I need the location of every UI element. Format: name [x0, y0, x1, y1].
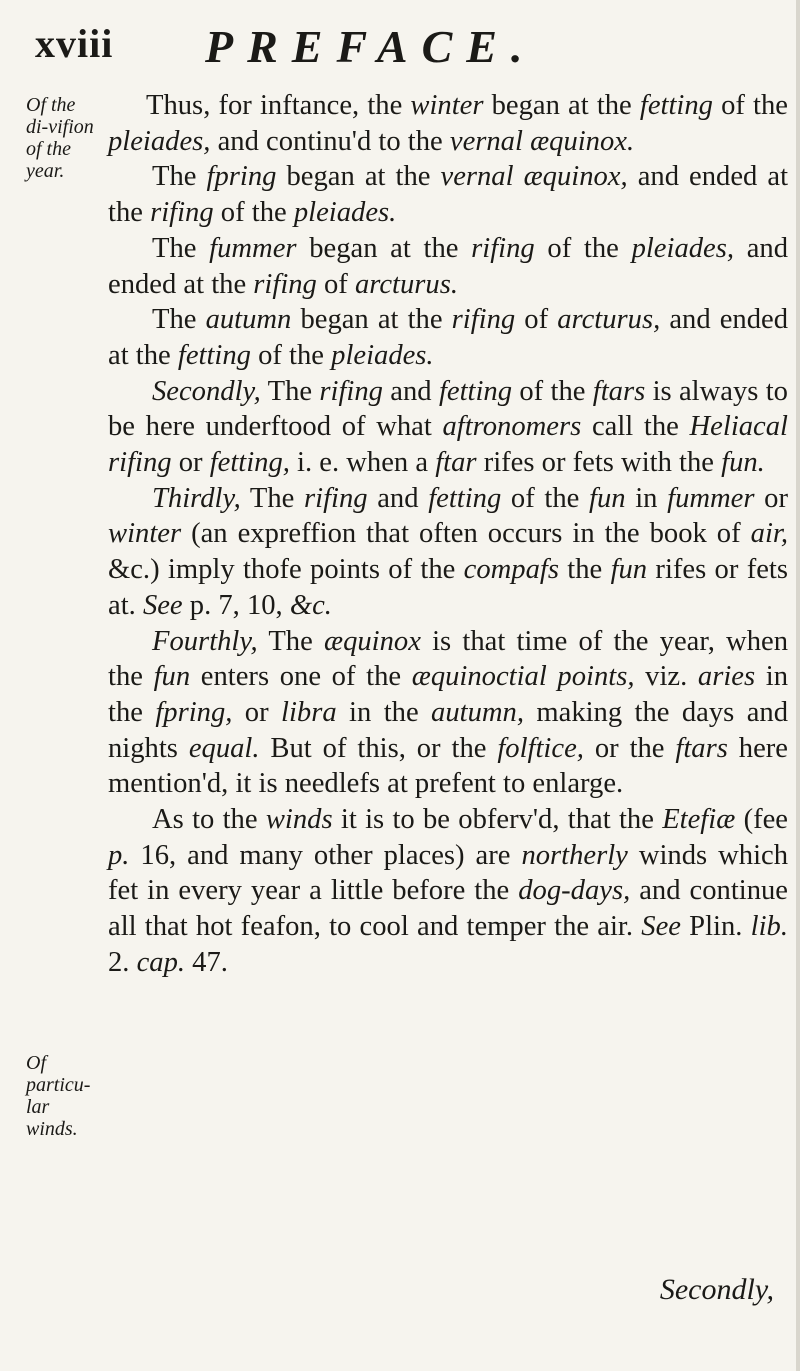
- italic-run: arcturus,: [557, 304, 661, 336]
- italic-run: rifing: [319, 375, 383, 407]
- italic-run: rifing: [253, 268, 317, 300]
- paragraph: [108, 374, 788, 481]
- italic-run: fetting: [639, 90, 713, 121]
- italic-run: See: [641, 911, 681, 943]
- text-run: (fee: [735, 804, 788, 836]
- paragraph: [108, 231, 788, 302]
- italic-run: rifing: [471, 232, 535, 264]
- text-run: and ended at the: [108, 304, 789, 371]
- text-run: of the: [512, 375, 593, 407]
- italic-run: equal.: [188, 732, 260, 764]
- text-run: viz.: [634, 661, 698, 693]
- text-run: call the: [581, 411, 690, 443]
- italic-run: pleiades.: [293, 197, 397, 229]
- text-run: here mention'd, it is needlefs at prefent to enlarge.: [108, 732, 788, 800]
- paragraph: [108, 302, 788, 373]
- text-run: (an expreffion that often occurs in the book of: [181, 518, 751, 550]
- page-header: [0, 14, 800, 84]
- text-run: in the: [336, 696, 432, 728]
- italic-run: Etefiæ: [662, 804, 736, 836]
- text-run: began at the: [296, 232, 472, 264]
- italic-run: fun: [610, 554, 648, 586]
- text-run: The: [257, 625, 324, 657]
- text-run: 2.: [108, 946, 137, 978]
- text-run: The: [260, 375, 320, 407]
- italic-run: &c.: [289, 589, 332, 621]
- italic-run: fpring: [206, 161, 277, 193]
- text-run: or: [754, 482, 788, 514]
- body-text: [108, 88, 788, 981]
- italic-run: fetting,: [209, 447, 290, 479]
- text-run: of: [316, 268, 355, 300]
- italic-run: fummer: [209, 232, 297, 264]
- text-run: is always to be here underftood of what: [108, 375, 788, 443]
- italic-run: aftronomers: [442, 411, 582, 443]
- text-run: The: [152, 304, 206, 336]
- text-run: As to the: [152, 804, 266, 836]
- text-run: rifes or fets with the: [476, 447, 722, 479]
- italic-run: arcturus.: [354, 268, 458, 300]
- italic-run: libra: [281, 696, 337, 728]
- text-run: in the: [108, 661, 788, 728]
- italic-run: fun.: [721, 447, 765, 479]
- text-run: Plin.: [680, 911, 751, 943]
- italic-run: lib.: [750, 911, 788, 943]
- text-run: of the: [213, 197, 294, 229]
- text-run: or the: [583, 732, 676, 764]
- text-run: and ended at the: [108, 161, 789, 229]
- text-run: of the: [250, 339, 332, 371]
- italic-run: fetting: [177, 339, 251, 371]
- italic-run: pleiades.: [331, 339, 434, 371]
- italic-run: fummer: [667, 482, 755, 514]
- italic-run: See: [142, 589, 183, 621]
- text-run: and ended at the: [108, 232, 788, 300]
- text-run: the: [558, 554, 611, 586]
- text-run: and: [367, 482, 429, 514]
- italic-run: æquinoctial points,: [411, 661, 635, 693]
- text-run: or: [232, 696, 282, 728]
- text-run: began at the: [276, 161, 441, 193]
- text-run: rifes or fets at.: [108, 554, 788, 621]
- italic-run: vernal æquinox,: [440, 161, 628, 193]
- text-run: or: [171, 447, 210, 479]
- text-run: in: [625, 482, 668, 514]
- italic-run: dog-days,: [518, 875, 631, 907]
- text-run: The: [152, 232, 210, 264]
- italic-run: winter: [108, 518, 182, 550]
- italic-run: aries: [697, 661, 756, 693]
- italic-run: æquinox: [324, 625, 421, 657]
- text-run: But of this, or the: [259, 732, 498, 764]
- italic-run: pleiades,: [108, 125, 211, 157]
- text-run: began at the: [483, 90, 640, 121]
- margin-note-particular-winds: Of particu-lar winds.: [26, 1052, 91, 1140]
- italic-run: autumn: [205, 304, 292, 336]
- text-run: it is to be obferv'd, that the: [332, 804, 663, 836]
- italic-run: fpring,: [155, 696, 233, 728]
- text-run: winds which fet in every year a little before the: [108, 839, 788, 907]
- italic-run: fun: [589, 482, 626, 514]
- text-run: of the: [501, 482, 590, 514]
- italic-run: Thirdly,: [152, 482, 241, 514]
- paragraph: [108, 481, 788, 624]
- italic-run: p.: [108, 839, 130, 871]
- italic-run: winter: [410, 90, 484, 121]
- text-run: of: [515, 304, 558, 336]
- text-run: The: [240, 482, 304, 514]
- italic-run: pleiades,: [631, 232, 735, 264]
- italic-run: northerly: [521, 839, 628, 871]
- italic-run: compafs: [463, 554, 559, 586]
- text-run: began at the: [291, 304, 452, 336]
- text-run: and continue all that hot feafon, to cool and temper the air.: [108, 875, 788, 943]
- running-title: PREFACE.: [205, 21, 537, 72]
- text-run: of the: [534, 232, 632, 264]
- italic-run: Fourthly,: [152, 625, 258, 657]
- italic-run: vernal æquinox.: [449, 125, 635, 157]
- italic-run: rifing: [451, 304, 516, 336]
- paragraph: [108, 624, 788, 803]
- paragraph: [108, 802, 788, 981]
- italic-run: fetting: [438, 375, 512, 407]
- text-run: 16, and many other places) are: [129, 839, 522, 871]
- italic-run: air,: [750, 518, 788, 550]
- italic-run: folftice,: [497, 732, 584, 764]
- italic-run: rifing: [304, 482, 368, 514]
- text-run: The: [152, 161, 207, 193]
- italic-run: ftar: [435, 447, 477, 479]
- italic-run: Secondly,: [152, 375, 261, 407]
- italic-run: fetting: [428, 482, 502, 514]
- paragraph: [108, 159, 788, 230]
- text-run: &c.) imply thofe points of the: [108, 554, 464, 586]
- italic-run: ftars: [675, 732, 728, 764]
- text-run: is that time of the year, when the: [108, 625, 788, 693]
- italic-run: fun: [153, 661, 191, 693]
- text-run: Thus, for inftance, the: [146, 90, 411, 121]
- text-run: i. e. when a: [289, 447, 436, 479]
- italic-run: ftars: [592, 375, 646, 407]
- text-run: p. 7, 10,: [182, 589, 290, 621]
- margin-note-division-of-year: Of the di-vifion of the year.: [26, 94, 94, 182]
- page-number: xviii: [35, 21, 114, 66]
- text-run: of the: [712, 90, 788, 121]
- paragraph: [108, 88, 788, 159]
- text-run: and: [382, 375, 439, 407]
- italic-run: Heliacal rifing: [108, 411, 788, 479]
- text-run: 47.: [185, 946, 228, 978]
- catchword: Secondly,: [659, 1273, 774, 1306]
- italic-run: cap.: [136, 946, 186, 978]
- italic-run: autumn,: [431, 696, 524, 728]
- italic-run: rifing: [150, 197, 214, 229]
- italic-run: winds: [265, 804, 333, 836]
- text-run: making the days and nights: [108, 696, 788, 764]
- text-run: enters one of the: [190, 661, 412, 693]
- text-run: and continu'd to the: [210, 125, 450, 157]
- scan-edge: [796, 0, 800, 1371]
